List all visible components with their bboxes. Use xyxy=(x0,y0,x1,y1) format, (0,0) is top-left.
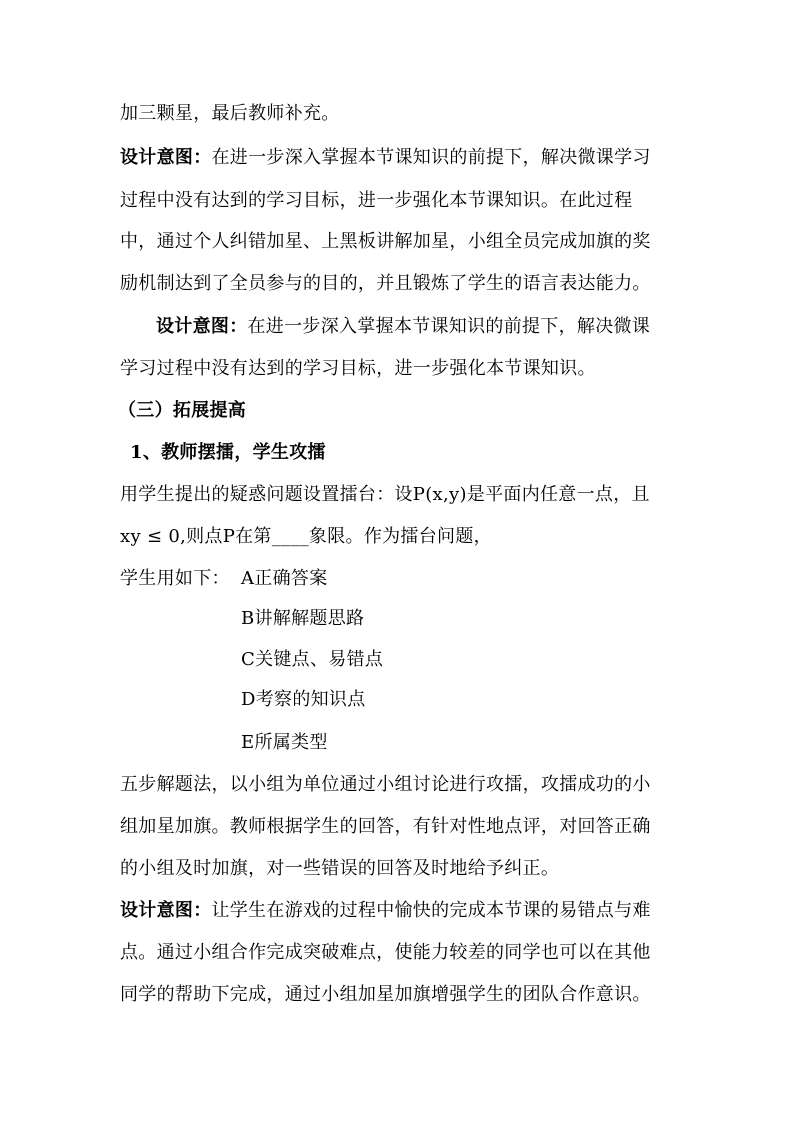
paragraph-line: 过程中没有达到的学习目标，进一步强化本节课知识。在此过程 xyxy=(120,190,633,211)
paragraph-line: 励机制达到了全员参与的目的，并且锻炼了学生的语言表达能力。 xyxy=(120,273,651,294)
paragraph-text: 在进一步深入掌握本节课知识的前提下，解决微课学习 xyxy=(211,147,651,168)
paragraph-line: 组加星加旗。教师根据学生的回答，有针对性地点评，对回答正确 xyxy=(120,816,651,837)
paragraph-line: 点。通过小组合作完成突破难点，使能力较差的同学也可以在其他 xyxy=(120,942,651,963)
list-intro: 学生用如下： xyxy=(120,568,230,589)
paragraph-line xyxy=(156,315,650,339)
section-heading: （三）拓展提高 xyxy=(118,400,247,421)
paragraph-line: 用学生提出的疑惑问题设置擂台：设P(x,y)是平面内任意一点，且 xyxy=(120,484,650,505)
subheading: 1、教师摆擂，学生攻擂 xyxy=(130,442,326,463)
paragraph-line xyxy=(120,146,651,170)
paragraph-line: 学习过程中没有达到的学习目标，进一步强化本节课知识。 xyxy=(120,358,596,379)
paragraph-line: 的小组及时加旗，对一些错误的回答及时地给予纠正。 xyxy=(120,858,560,879)
paragraph-line xyxy=(120,899,651,923)
design-intent-label: 设计意图： xyxy=(156,316,248,337)
paragraph-text: 让学生在游戏的过程中愉快的完成本节课的易错点与难 xyxy=(211,900,651,921)
list-item: D考察的知识点 xyxy=(241,689,366,710)
paragraph-text: 在进一步深入掌握本节课知识的前提下，解决微课 xyxy=(247,316,651,337)
paragraph-line: 中，通过个人纠错加星、上黑板讲解加星，小组全员完成加旗的奖 xyxy=(120,231,651,252)
list-item: C关键点、易错点 xyxy=(241,649,384,670)
list-item: E所属类型 xyxy=(241,732,328,753)
paragraph-line: 同学的帮助下完成，通过小组加星加旗增强学生的团队合作意识。 xyxy=(120,984,651,1005)
list-item: B讲解解题思路 xyxy=(241,608,365,629)
design-intent-label: 设计意图： xyxy=(120,147,212,168)
paragraph-line: 加三颗星，最后教师补充。 xyxy=(120,103,340,124)
paragraph-line: xy ≤ 0,则点P在第____象限。作为擂台问题， xyxy=(120,526,492,547)
paragraph-line: 五步解题法，以小组为单位通过小组讨论进行攻擂，攻擂成功的小 xyxy=(120,774,651,795)
design-intent-label: 设计意图： xyxy=(120,900,212,921)
list-item: A正确答案 xyxy=(241,568,328,589)
